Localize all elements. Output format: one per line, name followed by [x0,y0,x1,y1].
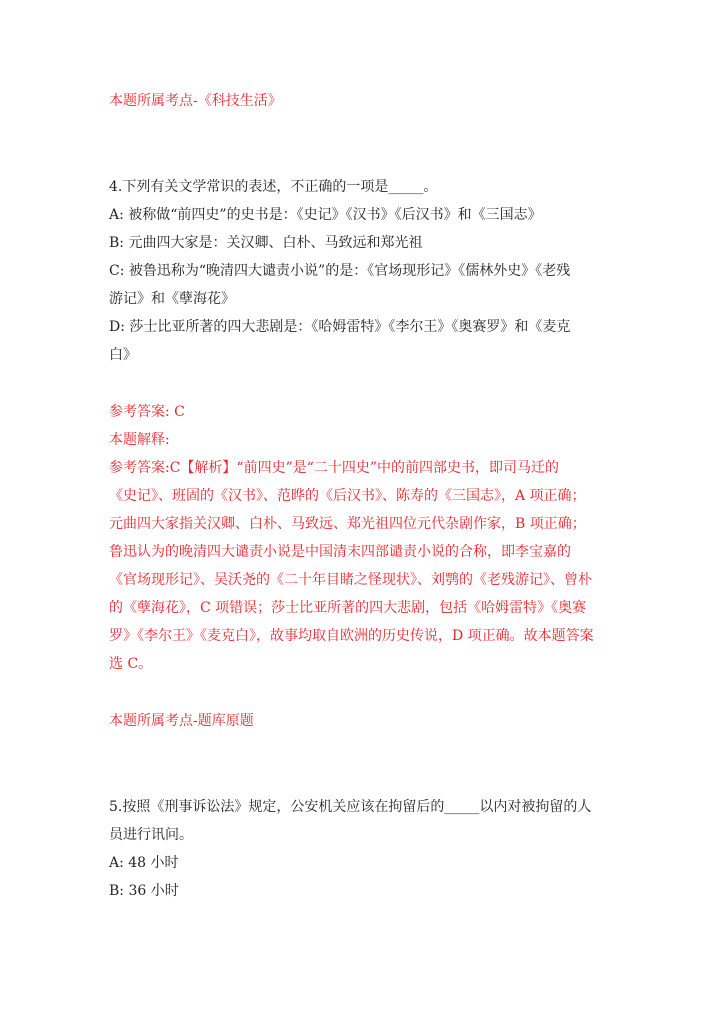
question-4-option-c-cont: 游记》和《孽海花》 [109,291,235,307]
question-4-stem: 4.下列有关文学常识的表述，不正确的一项是_____。 [109,179,438,195]
explanation-line: 元曲四大家指关汉卿、白朴、马致远、郑光祖四位元代杂剧作家，B 项正确； [109,516,586,532]
question-5-stem-cont: 员进行讯问。 [109,827,193,843]
explanation-line: 《官场现形记》、吴沃尧的《二十年目睹之怪现状》、刘鹗的《老残游记》、曾朴 [109,572,592,588]
question-5-option-a: A: 48 小时 [109,855,179,871]
explanation-line: 《史记》、班固的《汉书》、范晔的《后汉书》、陈寿的《三国志》，A 项正确； [109,488,586,504]
explanation-label: 本题解释: [109,432,170,448]
question-5-option-b: B: 36 小时 [109,883,179,899]
explanation-line: 鲁迅认为的晚清四大谴责小说是中国清末四部谴责小说的合称，即李宝嘉的 [109,544,571,560]
section-tag: 本题所属考点-《科技生活》 [109,93,282,109]
explanation-line: 罗》《李尔王》《麦克白》，故事均取自欧洲的历史传说，D 项正确。故本题答案 [109,628,594,644]
question-4-option-d-cont: 白》 [109,347,137,363]
section-tag: 本题所属考点-题库原题 [109,713,254,729]
explanation-line: 选 C。 [109,656,153,672]
question-5-stem: 5.按照《刑事诉讼法》规定，公安机关应该在拘留后的_____以内对被拘留的人 [109,799,592,815]
question-4-option-b: B: 元曲四大家是：关汉卿、白朴、马致远和郑光祖 [109,235,423,251]
explanation-line: 参考答案:C【解析】“前四史”是“二十四史”中的前四部史书，即司马迁的 [109,460,560,476]
question-4-option-d: D: 莎士比亚所著的四大悲剧是：《哈姆雷特》《李尔王》《奥赛罗》和《麦克 [109,319,571,335]
explanation-line: 的《孽海花》，C 项错误；莎士比亚所著的四大悲剧，包括《哈姆雷特》《奥赛 [109,600,587,616]
question-4-option-a: A: 被称做“前四史”的史书是：《史记》《汉书》《后汉书》和《三国志》 [109,207,542,223]
question-4-option-c: C: 被鲁迅称为“晚清四大谴责小说”的是：《官场现形记》《儒林外史》《老残 [109,263,571,279]
answer: 参考答案: C [109,404,185,420]
